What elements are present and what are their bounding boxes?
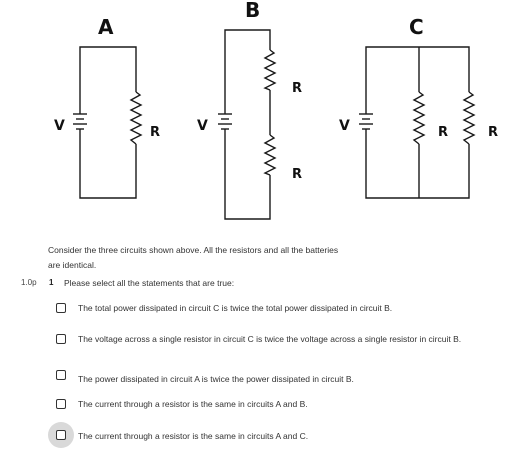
- circuit-c-resistor-label-right: R: [488, 125, 499, 140]
- answer-option-label: The current through a resistor is the same in circuits A and C.: [78, 431, 309, 441]
- checkbox-wrap: [48, 422, 74, 448]
- checkbox-wrap: [48, 393, 74, 415]
- question-number: 1: [49, 278, 54, 287]
- circuit-a-resistor-label: R: [150, 125, 161, 140]
- question-prompt: Consider the three circuits shown above. All the resistors and all the batteries are identical.: [48, 245, 339, 270]
- checkbox[interactable]: [56, 334, 66, 344]
- answer-option-3[interactable]: [48, 364, 508, 386]
- circuit-a-voltage-label: V: [54, 118, 65, 134]
- circuit-b: [218, 30, 275, 219]
- circuit-b-label: B: [245, 0, 261, 22]
- checkbox[interactable]: [56, 399, 66, 409]
- circuit-c: [359, 47, 474, 198]
- question-points: 1.0p: [21, 278, 37, 287]
- circuit-b-resistor-label-bottom: R: [292, 167, 303, 182]
- question-instruction: Please select all the statements that are true:: [64, 278, 235, 288]
- circuit-b-resistor-label-top: R: [292, 81, 303, 96]
- checkbox-wrap: [48, 328, 74, 350]
- checkbox[interactable]: [56, 370, 66, 380]
- answer-option-label: The current through a resistor is the same in circuits A and B.: [78, 399, 308, 409]
- answer-option-4[interactable]: [48, 393, 508, 415]
- answer-option-1[interactable]: [48, 297, 508, 319]
- checkbox-wrap: [48, 364, 74, 386]
- answer-option-5[interactable]: [48, 425, 508, 447]
- circuit-b-voltage-label: V: [197, 118, 208, 134]
- checkbox[interactable]: [56, 430, 66, 440]
- answer-option-2[interactable]: [48, 328, 508, 350]
- checkbox-wrap: [48, 297, 74, 319]
- circuit-a-label: A: [98, 15, 114, 39]
- circuit-c-voltage-label: V: [339, 118, 350, 134]
- circuit-c-resistor-label-left: R: [438, 125, 449, 140]
- circuit-a: [73, 47, 141, 198]
- answer-option-label: The total power dissipated in circuit C is twice the total power dissipated in circuit B.: [78, 303, 393, 313]
- answer-option-label: The voltage across a single resistor in circuit C is twice the voltage across a single resistor in circuit B.: [78, 334, 462, 344]
- answer-option-label: The power dissipated in circuit A is twice the power dissipated in circuit B.: [78, 374, 354, 384]
- checkbox[interactable]: [56, 303, 66, 313]
- circuit-c-label: C: [409, 15, 424, 39]
